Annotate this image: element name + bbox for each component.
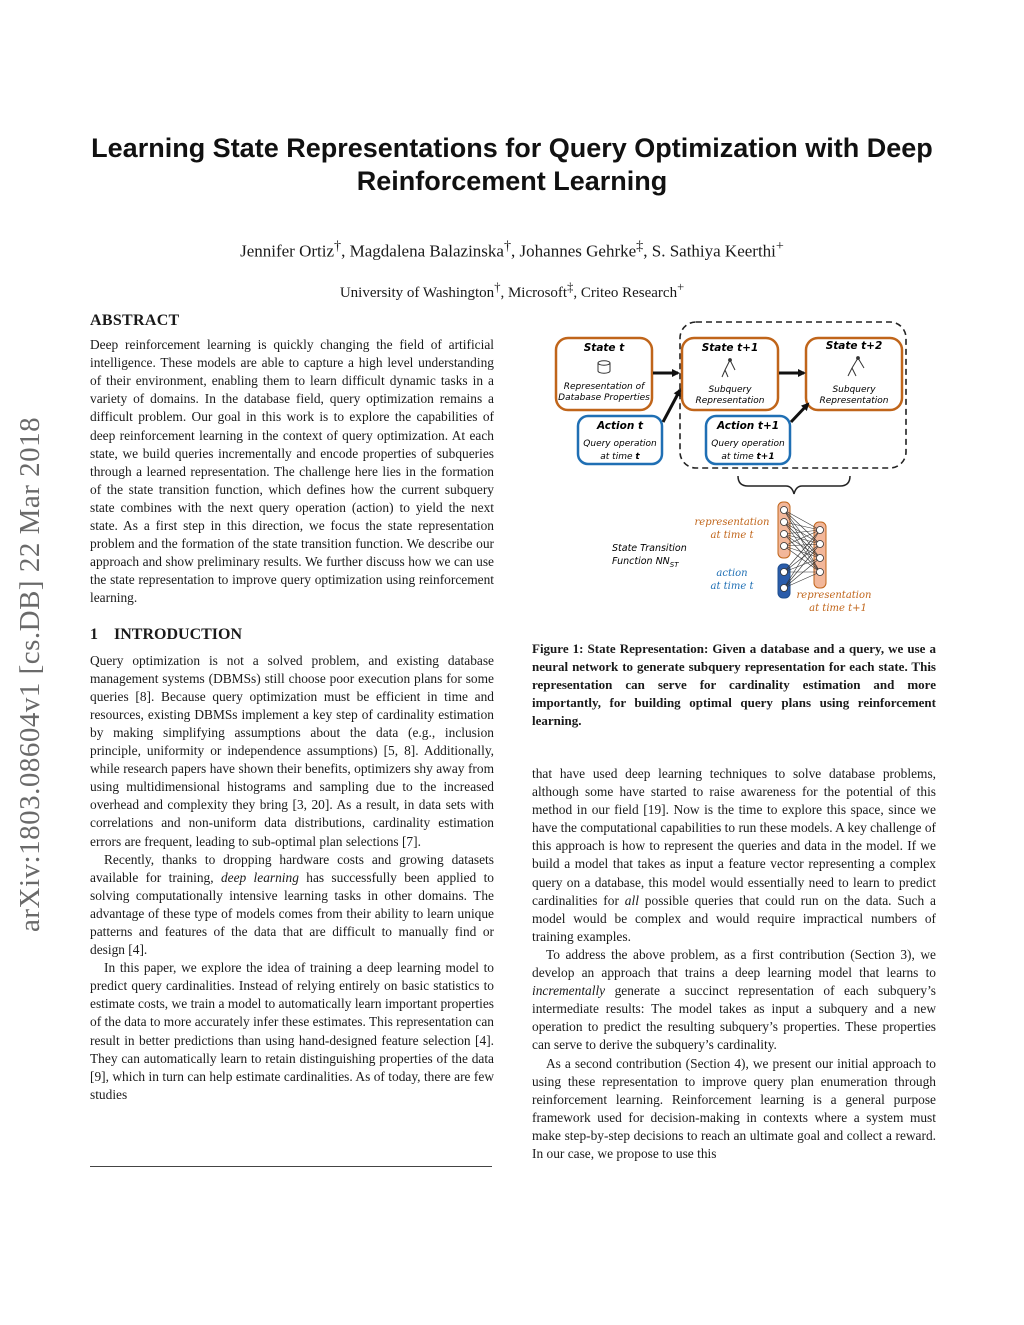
author-list: Jennifer Ortiz†, Magdalena Balazinska†, Johannes Gehrke‡, S. Sathiya Keerthi+ xyxy=(240,238,784,261)
abstract-text: Deep reinforcement learning is quickly changing the field of artificial intelligence. These models are able to capture a high level understanding of their environment, enabling them to learn difficult dynamic tasks in a variety of domains. In the database field, query optimization remains a difficult problem. Our goal in this work is to explore the capabilities of deep reinforcement learning in the context of query optimization. At each state, we build queries incrementally and encode properties of subqueries through a learned representation. The challenge here lies in the formation of the state transition function, which defines how the current subquery state combines with the next query operation (action) to yield the next state. As a first step in this direction, we focus the state representation problem and the formation of the state transition function. We describe our approach and show preliminary results. We further discuss how we can use the state representation to improve query optimization using reinforcement learning. xyxy=(90,337,494,606)
affiliation: Criteo Research xyxy=(580,285,678,301)
author-name: S. Sathiya Keerthi xyxy=(651,241,776,261)
affiliation-mark: ‡ xyxy=(567,280,574,294)
affiliation: University of Washington xyxy=(339,285,495,301)
state-representation-figure xyxy=(528,318,940,634)
transition-label-1: State Transition xyxy=(612,543,687,554)
state-t2-desc-1: Subquery xyxy=(832,385,876,395)
action-t-desc-1: Query operation xyxy=(583,439,657,449)
rep-output-label-1: representation xyxy=(796,590,872,601)
transition-label-2: Function $NN_{ST}$ xyxy=(612,556,679,569)
author-mark: + xyxy=(775,238,784,254)
author-mark: † xyxy=(334,238,342,254)
rep-input-label-2: at time t xyxy=(710,530,754,541)
left-column xyxy=(90,312,494,1104)
author-name: Johannes Gehrke xyxy=(519,241,637,261)
rep-output-label-2: at time t+1 xyxy=(809,603,867,614)
action-t1-label: Action t+1 xyxy=(716,420,780,432)
action-t-label: Action t xyxy=(596,420,644,432)
action-t-desc-2: at time t xyxy=(600,452,640,462)
section-title: INTRODUCTION xyxy=(114,625,243,643)
action-input-label-2: at time t xyxy=(710,581,754,592)
state-t2-label: State t+2 xyxy=(825,340,883,352)
arrow xyxy=(663,390,680,422)
intro-paragraph-4: that have used deep learning techniques to solve database problems, although some have started to raise awareness for the potential of this method in our field [19]. Now is the time to explore this space, since we have the computational capabilities to run these models. A key challenge of this approach is how to represent the queries and data in the model. If we build a model that takes as input a feature vector representing a complex query on a database, this model would essentially need to learn to predict cardinalities for all possible queries that could run on the data. Such a model would be complex and would require impractical numbers of training examples. xyxy=(532,766,936,944)
affiliation-mark: + xyxy=(677,280,685,294)
intro-paragraph-5: To address the above problem, as a first contribution (Section 3), we develop an approach that trains a deep learning model that learns to incrementally generate a succinct representation of each subquery’s intermediate results: The model takes as input a subquery and a new operation to predict the resulting subquery’s properties. These properties can serve to derive the subquery’s cardinality. xyxy=(532,946,936,1053)
footnote-rule xyxy=(90,1166,492,1167)
state-t-desc-1: Representation of xyxy=(563,382,645,392)
author-mark: † xyxy=(503,238,512,254)
affiliation-list: University of Washington†, Microsoft‡, Criteo Research+ xyxy=(339,280,685,301)
brace xyxy=(738,476,850,494)
rep-input-label-1: representation xyxy=(694,517,770,528)
intro-paragraph-2: Recently, thanks to dropping hardware costs and growing datasets available for training, deep learning has successfully been applied to solving computationally intensive learning tasks in other domains. The advantage of these type of models comes from their ability to learn unique patterns and features of the data that are difficult to manually find or design [4]. xyxy=(90,851,494,958)
abstract-heading: ABSTRACT xyxy=(90,312,180,329)
state-t1-label: State t+1 xyxy=(701,342,759,354)
intro-heading xyxy=(90,626,494,644)
intro-paragraph-3: In this paper, we explore the idea of training a deep learning model to predict query cardinalities. Instead of relying entirely on basic statistics to estimate costs, we train a model to automatically learn important properties of the data to more accurately infer these estimates. This representation can result in better predictions than using hand-designed feature selection [4]. They can automatically learn to retain distinguishing properties of the data [9], which in turn can help estimate cardinalities. As of today, there are few studies xyxy=(90,960,494,1102)
arxiv-identifier: arXiv:1803.08604v1 [cs.DB] 22 Mar 2018 xyxy=(14,416,46,932)
state-t2-desc-2: Representation xyxy=(819,396,889,406)
action-t1-desc-1: Query operation xyxy=(711,439,785,449)
author-name: Jennifer Ortiz xyxy=(240,241,335,261)
author-mark: ‡ xyxy=(636,238,644,254)
intro-paragraph-6: As a second contribution (Section 4), we present our initial approach to using these representation to improve query plan enumeration through reinforcement learning. Reinforcement learning is a general purpose framework used for decision-making in contexts where a system must make step-by-step decisions to reach an ultimate goal and collect a reward. In our case, we propose to use this xyxy=(532,1055,936,1161)
arrow xyxy=(791,404,808,422)
intro-paragraph-1: Query optimization is not a solved problem, and existing database management systems (DBMSs) still choose poor execution plans for some queries [8]. Because query optimization must be efficient in time and resources, existing DBMSs implement a key step of cardinality estimation by making simplifying assumptions about the data (e.g., inclusion principle, uniformity or independence assumptions) [5, 8]. Additionally, while research papers have shown their benefits, optimizers shy away from using multidimensional histograms and sampling due to the increased overhead and complexity they bring [3, 20]. As a result, in data sets with correlations and non-uniform data distributions, cardinality estimation errors are frequent, leading to sub-optimal plan selections [7]. xyxy=(90,652,494,849)
state-t-desc-2: Database Properties xyxy=(558,393,650,403)
affiliation: Microsoft xyxy=(507,285,568,301)
state-t1-desc-2: Representation xyxy=(695,396,765,406)
affiliation-mark: † xyxy=(494,280,501,294)
section-number: 1 xyxy=(90,625,98,643)
neural-network xyxy=(778,502,826,598)
state-t1-desc-1: Subquery xyxy=(708,385,752,395)
action-input-label-1: action xyxy=(716,568,748,579)
state-t-label: State t xyxy=(583,342,625,354)
figure-caption: Figure 1: State Representation: Given a database and a query, we use a neural network to generate subquery representation for each state. This representation can serve for cardinality estimation and more importantly, for building optimal query plans using reinforcement learning. xyxy=(532,641,936,728)
right-column xyxy=(532,765,936,1163)
action-t1-desc-2: at time t+1 xyxy=(721,452,775,462)
paper-title: Learning State Representations for Query Optimization with Deep Reinforcement Learning xyxy=(91,133,933,196)
author-name: Magdalena Balazinska xyxy=(349,241,504,261)
